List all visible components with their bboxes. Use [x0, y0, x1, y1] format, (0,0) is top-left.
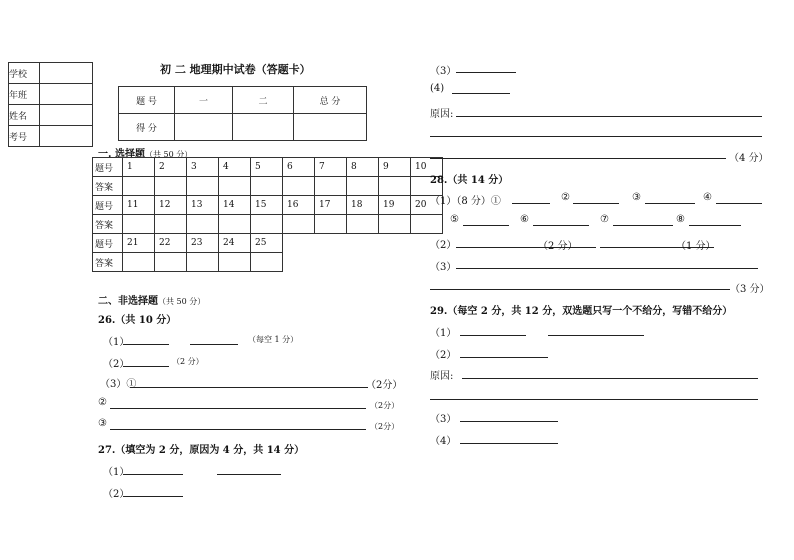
answer-cell[interactable]	[123, 253, 155, 272]
empty-cell	[283, 253, 315, 272]
score-header-part1: 一	[175, 87, 233, 114]
q28-header: 28.（共 14 分）	[430, 175, 509, 186]
q26-3-blank[interactable]	[130, 387, 368, 388]
question-number: 24	[219, 234, 251, 253]
choice-row-label-answer: 答案	[93, 177, 123, 196]
q28-1-blank-6[interactable]	[533, 225, 589, 226]
answer-cell[interactable]	[347, 215, 379, 234]
q28-3-note: （3 分）	[730, 284, 770, 295]
q26-1-label: （1）	[103, 337, 130, 348]
q28-c6: ⑥	[520, 214, 529, 225]
q26-1-note: （每空 1 分）	[248, 335, 299, 344]
question-number: 10	[411, 158, 443, 177]
q26-1-blank-b[interactable]	[190, 344, 238, 345]
question-number: 16	[283, 196, 315, 215]
q28-c4: ④	[703, 192, 712, 203]
answer-cell[interactable]	[155, 177, 187, 196]
q29-1-blank-a[interactable]	[460, 335, 526, 336]
q28-3-line-1[interactable]	[456, 268, 758, 269]
score-cell-2[interactable]	[233, 114, 294, 141]
q28-1-blank-8[interactable]	[689, 225, 741, 226]
answer-cell[interactable]	[283, 215, 315, 234]
choice-row-label-question: 题号	[93, 196, 123, 215]
question-number: 15	[251, 196, 283, 215]
question-number: 7	[315, 158, 347, 177]
empty-cell	[347, 253, 379, 272]
answer-cell[interactable]	[123, 215, 155, 234]
q26-5-note: （2分）	[370, 422, 400, 431]
answer-cell[interactable]	[379, 177, 411, 196]
answer-cell[interactable]	[283, 177, 315, 196]
answer-cell[interactable]	[155, 215, 187, 234]
q26-5-label: ③	[98, 418, 107, 429]
question-number: 19	[379, 196, 411, 215]
answer-cell[interactable]	[251, 177, 283, 196]
question-number: 3	[187, 158, 219, 177]
field-name[interactable]	[40, 105, 93, 126]
score-label: 得 分	[119, 114, 175, 141]
q29-2-blank[interactable]	[460, 357, 548, 358]
choice-row-label-answer: 答案	[93, 215, 123, 234]
question-number: 13	[187, 196, 219, 215]
q29-reason-line-2[interactable]	[430, 399, 758, 400]
answer-cell[interactable]	[123, 177, 155, 196]
question-number: 12	[155, 196, 187, 215]
question-number: 22	[155, 234, 187, 253]
answer-cell[interactable]	[251, 253, 283, 272]
section2-points: （共 50 分）	[158, 297, 206, 306]
q26-2-label: （2）	[103, 359, 130, 370]
q28-c8: ⑧	[676, 214, 685, 225]
score-header-total: 总 分	[294, 87, 367, 114]
q28-1-blank-4[interactable]	[716, 203, 762, 204]
q28-1-blank-1[interactable]	[512, 203, 550, 204]
question-number: 14	[219, 196, 251, 215]
empty-cell	[347, 234, 379, 253]
answer-cell[interactable]	[187, 215, 219, 234]
q28-1-label: （1）（8 分）①	[430, 196, 501, 207]
answer-cell[interactable]	[347, 177, 379, 196]
answer-cell[interactable]	[411, 215, 443, 234]
q27-2-blank[interactable]	[123, 496, 183, 497]
student-info-table	[8, 62, 93, 147]
q27-reason-line-3[interactable]	[430, 158, 726, 159]
answer-cell[interactable]	[251, 215, 283, 234]
q26-2-blank[interactable]	[123, 366, 169, 367]
question-number: 1	[123, 158, 155, 177]
answer-cell[interactable]	[379, 215, 411, 234]
q26-4-note: （2分）	[370, 401, 400, 410]
q28-2-note-a: （2 分）	[538, 241, 578, 252]
q26-4-blank[interactable]	[110, 408, 366, 409]
answer-cell[interactable]	[219, 215, 251, 234]
q27-header: 27.（填空为 2 分，原因为 4 分，共 14 分）	[98, 445, 305, 456]
question-number: 2	[155, 158, 187, 177]
section2-title-text: 二、非选择题	[98, 296, 158, 307]
label-id: 考号	[9, 126, 40, 147]
label-school: 学校	[9, 63, 40, 84]
section1-points: （共 50 分）	[144, 150, 193, 159]
q28-2-note-b: （1 分）	[676, 241, 716, 252]
q26-4-label: ②	[98, 397, 107, 408]
q27-3-label: （3）	[430, 66, 457, 77]
q27-1-blank-a[interactable]	[123, 474, 183, 475]
q29-reason-line-1[interactable]	[462, 378, 758, 379]
q27-1-blank-b[interactable]	[217, 474, 281, 475]
answer-cell[interactable]	[315, 215, 347, 234]
q27-4-label: (4)	[430, 83, 445, 94]
question-number: 17	[315, 196, 347, 215]
q27-2-label: （2）	[103, 489, 130, 500]
q28-1-blank-3[interactable]	[645, 203, 695, 204]
q28-c5: ⑤	[450, 214, 459, 225]
q26-1-blank-a[interactable]	[123, 344, 169, 345]
q27-1-label: （1）	[103, 467, 130, 478]
empty-cell	[283, 234, 315, 253]
q29-1-blank-b[interactable]	[548, 335, 644, 336]
score-header-part2: 二	[233, 87, 294, 114]
section1-title-text: 一. 选择题	[98, 149, 145, 160]
score-cell-1[interactable]	[175, 114, 233, 141]
q28-c7: ⑦	[600, 214, 609, 225]
question-number: 20	[411, 196, 443, 215]
answer-cell[interactable]	[219, 253, 251, 272]
choice-answer-grid	[92, 157, 443, 272]
empty-cell	[315, 253, 347, 272]
q28-3-line-2[interactable]	[430, 289, 730, 290]
q27-4-blank[interactable]	[452, 93, 510, 94]
field-class[interactable]	[40, 84, 93, 105]
q28-c3: ③	[632, 192, 641, 203]
question-number: 4	[219, 158, 251, 177]
question-number: 23	[187, 234, 219, 253]
q27-3-blank[interactable]	[456, 72, 516, 73]
empty-cell	[379, 234, 411, 253]
q29-2-label: （2）	[430, 350, 457, 361]
question-number: 6	[283, 158, 315, 177]
answer-cell[interactable]	[219, 177, 251, 196]
q28-c2: ②	[561, 192, 570, 203]
q29-3-label: （3）	[430, 414, 457, 425]
q29-4-label: （4）	[430, 436, 457, 447]
score-table	[118, 86, 367, 141]
q26-2-note: （2 分）	[172, 357, 204, 366]
empty-cell	[315, 234, 347, 253]
page-title: 初 二 地理期中试卷（答题卡）	[160, 63, 311, 76]
q28-1-blank-2[interactable]	[573, 203, 619, 204]
q29-3-blank[interactable]	[460, 421, 558, 422]
q29-4-blank[interactable]	[460, 443, 558, 444]
label-name: 姓名	[9, 105, 40, 126]
question-number: 18	[347, 196, 379, 215]
score-header-question: 题 号	[119, 87, 175, 114]
empty-cell	[379, 253, 411, 272]
q29-1-label: （1）	[430, 328, 457, 339]
q27-reason-line-2[interactable]	[430, 136, 762, 137]
q28-2-label: （2）	[430, 240, 457, 251]
answer-cell[interactable]	[187, 177, 219, 196]
q26-5-blank[interactable]	[110, 429, 366, 430]
question-number: 25	[251, 234, 283, 253]
q28-3-label: （3）	[430, 262, 457, 273]
q27-reason-label: 原因:	[430, 109, 454, 120]
question-number: 8	[347, 158, 379, 177]
section2-title	[98, 292, 205, 307]
question-number: 11	[123, 196, 155, 215]
q27-reason-note: （4 分）	[729, 153, 769, 164]
q28-1-blank-7[interactable]	[613, 225, 673, 226]
field-school[interactable]	[40, 63, 93, 84]
choice-row-label-question: 题号	[93, 234, 123, 253]
q26-3-label: （3）①	[100, 379, 137, 390]
q28-1-blank-5[interactable]	[463, 225, 509, 226]
q29-reason-label: 原因:	[430, 371, 454, 382]
q26-3-note: （2分）	[366, 380, 403, 391]
field-id[interactable]	[40, 126, 93, 147]
answer-cell[interactable]	[315, 177, 347, 196]
answer-cell[interactable]	[187, 253, 219, 272]
choice-row-label-question: 题号	[93, 158, 123, 177]
label-class: 年班	[9, 84, 40, 105]
question-number: 9	[379, 158, 411, 177]
q27-reason-line-1[interactable]	[456, 116, 762, 117]
q26-header: 26.（共 10 分）	[98, 315, 177, 326]
choice-row-label-answer: 答案	[93, 253, 123, 272]
q29-header: 29.（每空 2 分，共 12 分，双选题只写一个不给分，写错不给分）	[430, 306, 733, 317]
score-cell-total[interactable]	[294, 114, 367, 141]
question-number: 21	[123, 234, 155, 253]
answer-cell[interactable]	[155, 253, 187, 272]
question-number: 5	[251, 158, 283, 177]
